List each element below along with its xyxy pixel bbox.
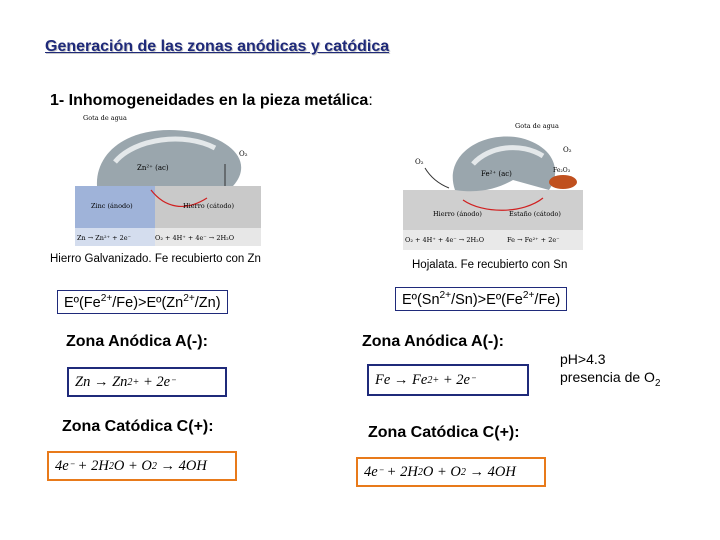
eq-term: Fe (375, 371, 391, 388)
oxygen-condition (560, 368, 660, 393)
eq-arrow: → (93, 373, 109, 390)
label-anode-reaction: Fe → Fe²⁺ + 2e⁻ (507, 236, 560, 244)
galvanized-potential-box (57, 290, 228, 314)
potential-text: Eº(Fe (64, 294, 101, 311)
galvanized-caption: Hierro Galvanizado. Fe recubierto con Zn (50, 253, 261, 265)
eq-term: 4e (55, 457, 69, 474)
eq-arrow: → (393, 371, 409, 388)
section-heading-colon: : (368, 92, 373, 109)
label-o2: O₂ (239, 150, 248, 158)
eq-subscript: 2 (460, 466, 466, 478)
galvanized-cathodic-equation (47, 451, 237, 481)
label-rust: Fe₂O₃ (553, 167, 571, 174)
potential-text: Eº(Sn (402, 291, 440, 308)
eq-subscript: 2 (417, 466, 423, 478)
eq-arrow: → (469, 463, 485, 480)
oxygen-arrow (425, 168, 449, 188)
eq-subscript: 2 (151, 460, 157, 472)
label-iron: Hierro (cátodo) (183, 202, 234, 210)
tinplate-caption: Hojalata. Fe recubierto con Sn (412, 259, 568, 271)
tinplate-potential-box (395, 287, 567, 311)
potential-charge: 2+ (100, 293, 113, 304)
potential-text: /Sn)>Eº(Fe (451, 291, 523, 308)
eq-term: 4OH (487, 463, 516, 480)
label-drop: Gota de agua (83, 114, 127, 122)
label-fe2: Fe²⁺ (ac) (481, 170, 512, 178)
eq-term: O + O (113, 457, 152, 474)
conditions-note (560, 350, 660, 393)
label-o2-right: O₂ (563, 146, 572, 154)
eq-charge: ⁻ (377, 466, 384, 478)
tinplate-anodic-label: Zona Anódica A(-): (362, 333, 504, 350)
potential-charge: 2+ (183, 293, 195, 304)
label-zn2: Zn²⁺ (ac) (137, 164, 169, 172)
eq-term: 4e (364, 463, 378, 480)
eq-term: + 2e (442, 371, 470, 388)
eq-charge: 2+ (427, 374, 440, 386)
eq-charge: 2+ (127, 376, 140, 388)
eq-term: Fe (412, 371, 428, 388)
eq-arrow: → (160, 457, 176, 474)
galvanized-cathodic-label: Zona Catódica C(+): (62, 418, 214, 435)
label-cathode-reaction: O₂ + 4H⁺ + 4e⁻ → 2H₂O (155, 234, 235, 242)
label-drop: Gota de agua (515, 122, 559, 130)
label-cathode-reaction: O₂ + 4H⁺ + 4e⁻ → 2H₂O (405, 236, 485, 244)
eq-term: 4OH (178, 457, 207, 474)
section-heading (50, 92, 373, 110)
eq-charge: ⁻ (469, 374, 476, 386)
ph-condition: pH>4.3 (560, 351, 606, 367)
galvanized-iron-figure (75, 112, 261, 248)
eq-term: + 2e (142, 373, 171, 390)
water-drop (453, 137, 555, 192)
eq-charge: ⁻ (170, 376, 176, 388)
rust-deposit (549, 175, 577, 189)
tinplate-cathodic-label: Zona Catódica C(+): (368, 424, 520, 441)
eq-term: Zn (112, 373, 128, 390)
oxygen-subscript: 2 (654, 377, 661, 389)
potential-text: /Zn) (194, 294, 221, 311)
potential-charge: 2+ (522, 290, 535, 301)
eq-term: + 2H (386, 463, 418, 480)
label-tin: Estaño (cátodo) (509, 210, 561, 218)
tinplate-anodic-equation (367, 364, 529, 396)
label-zinc: Zinc (ánodo) (91, 202, 133, 210)
label-anode-reaction: Zn → Zn²⁺ + 2e⁻ (77, 234, 132, 242)
galvanized-diagram (75, 112, 261, 248)
galvanized-anodic-equation (67, 367, 227, 397)
oxygen-condition-text: presencia de O (560, 369, 655, 385)
label-iron: Hierro (ánodo) (433, 210, 482, 218)
section-heading-text: 1- Inhomogeneidades en la pieza metálica (50, 92, 369, 109)
eq-term: O + O (422, 463, 461, 480)
eq-term: + 2H (77, 457, 109, 474)
potential-charge: 2+ (439, 290, 452, 301)
tinplate-cathodic-equation (356, 457, 546, 487)
page-title: Generación de las zonas anódicas y catódica (45, 38, 390, 55)
eq-charge: ⁻ (68, 460, 75, 472)
eq-subscript: 2 (108, 460, 114, 472)
eq-term: Zn (75, 373, 91, 390)
potential-text: /Fe) (534, 291, 561, 308)
potential-text: /Fe)>Eº(Zn (112, 294, 184, 311)
tinplate-diagram (403, 118, 583, 250)
tinplate-figure (403, 118, 583, 250)
galvanized-anodic-label: Zona Anódica A(-): (66, 333, 208, 350)
label-o2-left: O₂ (415, 158, 424, 166)
